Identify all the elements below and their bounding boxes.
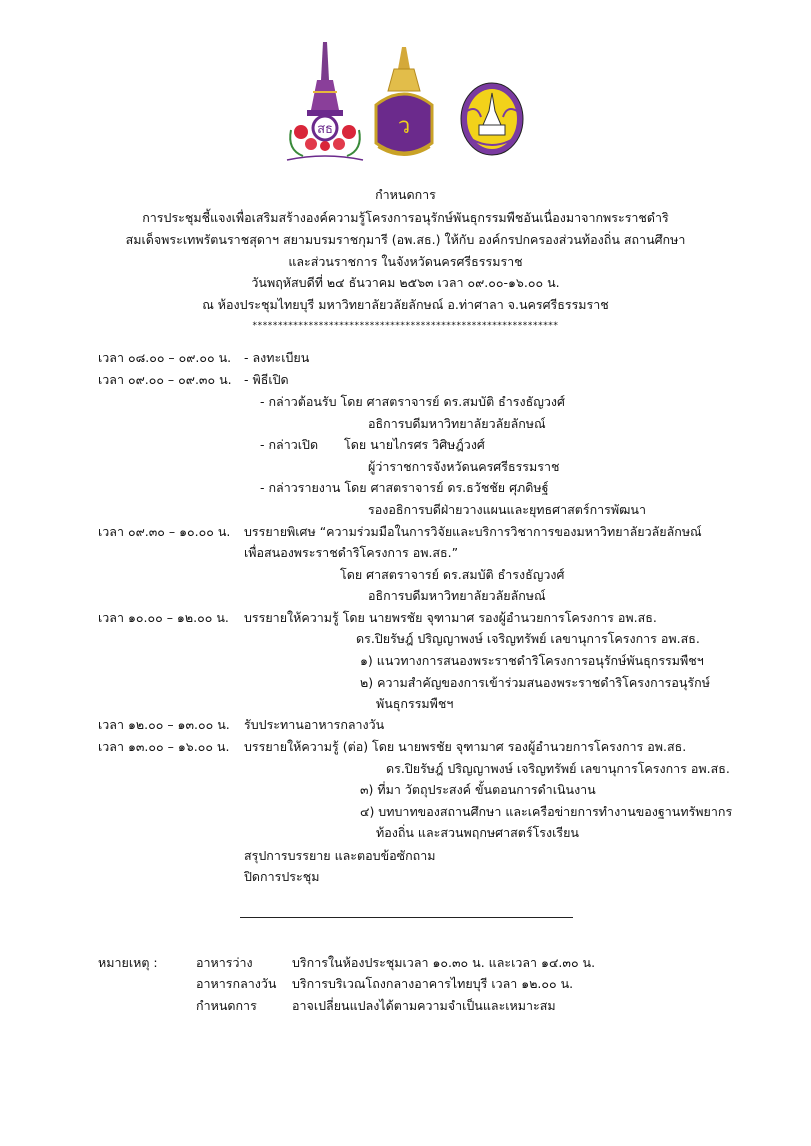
time-slot-1: เวลา ๐๘.๐๐ – ๐๙.๐๐ น. — [98, 350, 232, 365]
time-slot-4: เวลา ๑๐.๐๐ – ๑๒.๐๐ น. — [98, 610, 229, 625]
item-report-speech: - กล่าวรายงาน โดย ศาสตราจารย์ ดร.ธวัชชัย ศุภดิษฐ์ — [260, 480, 549, 495]
header-line-2: สมเด็จพระเทพรัตนราชสุดาฯ สยามบรมราชกุมารี (อพ.สธ.) ให้กับ องค์กรปกครองส่วนท้องถิ่น สถานศึกษา — [125, 232, 686, 247]
header-line-1: การประชุมชี้แจงเพื่อเสริมสร้างองค์ความรู้โครงการอนุรักษ์พันธุกรรมพืชอันเนื่องมาจากพระราชดำริ — [142, 210, 669, 225]
star-divider: ************************************************************ — [252, 321, 559, 331]
topic-2: ๒) ความสำคัญของการเข้าร่วมสนองพระราชดำริโครงการอนุรักษ์ — [360, 675, 710, 690]
item-opening-ceremony: - พิธีเปิด — [244, 372, 289, 387]
topic-3: ๓) ที่มา วัตถุประสงค์ ขั้นตอนการดำเนินงาน — [360, 782, 596, 797]
item-welcome-speech: - กล่าวต้อนรับ โดย ศาสตราจารย์ ดร.สมบัติ ธำรงธัญวงศ์ — [260, 394, 565, 409]
opening-speaker: โดย นายไกรศร วิศิษฎ์วงศ์ — [344, 437, 485, 452]
topic-4: ๔) บทบาทของสถานศึกษา และเครือข่ายการทำงานของฐานทรัพยากร — [360, 804, 733, 819]
logo-plant-genetic-project — [283, 40, 367, 164]
item-lunch: รับประทานอาหารกลางวัน — [244, 717, 385, 732]
item-summary: สรุปการบรรยาย และตอบข้อซักถาม — [244, 848, 436, 863]
note-schedule-label: กำหนดการ — [196, 998, 257, 1013]
note-lunch-label: อาหารกลางวัน — [196, 976, 277, 991]
notes-label: หมายเหตุ : — [98, 955, 158, 970]
item-opening-speech: - กล่าวเปิด — [260, 437, 319, 452]
header-venue: ณ ห้องประชุมไทยบุรี มหาวิทยาลัยวลัยลักษณ์ อ.ท่าศาลา จ.นครศรีธรรมราช — [202, 297, 609, 312]
note-schedule-value: อาจเปลี่ยนแปลงได้ตามความจำเป็นและเหมาะสม — [292, 998, 556, 1013]
item-special-lecture-cont: เพื่อสนองพระราชดำริโครงการ อพ.สธ.” — [244, 545, 459, 560]
lecture-co-speaker-2: ดร.ปิยรัษฎ์ ปริญญาพงษ์ เจริญทรัพย์ เลขานุการโครงการ อพ.สธ. — [386, 761, 730, 776]
topic-4-cont: ท้องถิ่น และสวนพฤกษศาสตร์โรงเรียน — [376, 825, 579, 840]
opening-speaker-role: ผู้ว่าราชการจังหวัดนครศรีธรรมราช — [368, 459, 560, 474]
document-title: กำหนดการ — [375, 187, 436, 202]
logo-nakhon-si-thammarat — [459, 81, 525, 157]
note-lunch-value: บริการบริเวณโถงกลางอาคารไทยบุรี เวลา ๑๒.๐๐ น. — [292, 976, 574, 991]
item-knowledge-lecture: บรรยายให้ความรู้ โดย นายพรชัย จุฑามาศ รองผู้อำนวยการโครงการ อพ.สธ. — [244, 610, 657, 625]
topic-2-cont: พันธุกรรมพืชฯ — [376, 696, 454, 711]
time-slot-3: เวลา ๐๙.๓๐ – ๑๐.๐๐ น. — [98, 524, 231, 539]
note-snack-value: บริการในห้องประชุมเวลา ๑๐.๓๐ น. และเวลา ๑๔.๓๐ น. — [292, 955, 596, 970]
topic-1: ๑) แนวทางการสนองพระราชดำริโครงการอนุรักษ์พันธุกรรมพืชฯ — [360, 653, 704, 668]
welcome-speaker-role: อธิการบดีมหาวิทยาลัยวลัยลักษณ์ — [368, 416, 546, 431]
note-snack-label: อาหารว่าง — [196, 955, 253, 970]
lecture-speaker: โดย ศาสตราจารย์ ดร.สมบัติ ธำรงธัญวงศ์ — [340, 567, 565, 582]
item-knowledge-lecture-cont: บรรยายให้ความรู้ (ต่อ) โดย นายพรชัย จุฑามาศ รองผู้อำนวยการโครงการ อพ.สธ. — [244, 739, 687, 754]
item-closing: ปิดการประชุม — [244, 869, 320, 884]
header-date: วันพฤหัสบดีที่ ๒๔ ธันวาคม ๒๕๖๓ เวลา ๐๙.๐๐-๑๖.๐๐ น. — [251, 275, 560, 290]
svg-text:สธ: สธ — [317, 122, 333, 137]
logo-walailak-university — [368, 47, 440, 165]
time-slot-2: เวลา ๐๙.๐๐ – ๐๙.๓๐ น. — [98, 372, 232, 387]
report-speaker-role: รองอธิการบดีฝ่ายวางแผนและยุทธศาสตร์การพัฒนา — [368, 502, 646, 517]
header-line-3: และส่วนราชการ ในจังหวัดนครศรีธรรมราช — [288, 254, 523, 269]
time-slot-6: เวลา ๑๓.๐๐ – ๑๖.๐๐ น. — [98, 739, 230, 754]
svg-text:ว: ว — [397, 114, 411, 139]
item-special-lecture: บรรยายพิเศษ “ความร่วมมือในการวิจัยและบริการวิชาการของมหาวิทยาลัยวลัยลักษณ์ — [244, 524, 702, 539]
item-registration: - ลงทะเบียน — [244, 350, 310, 365]
lecture-co-speaker: ดร.ปิยรัษฎ์ ปริญญาพงษ์ เจริญทรัพย์ เลขานุการโครงการ อพ.สธ. — [356, 631, 700, 646]
time-slot-5: เวลา ๑๒.๐๐ – ๑๓.๐๐ น. — [98, 717, 230, 732]
lecture-speaker-role: อธิการบดีมหาวิทยาลัยวลัยลักษณ์ — [368, 588, 546, 603]
horizontal-rule — [240, 917, 573, 918]
